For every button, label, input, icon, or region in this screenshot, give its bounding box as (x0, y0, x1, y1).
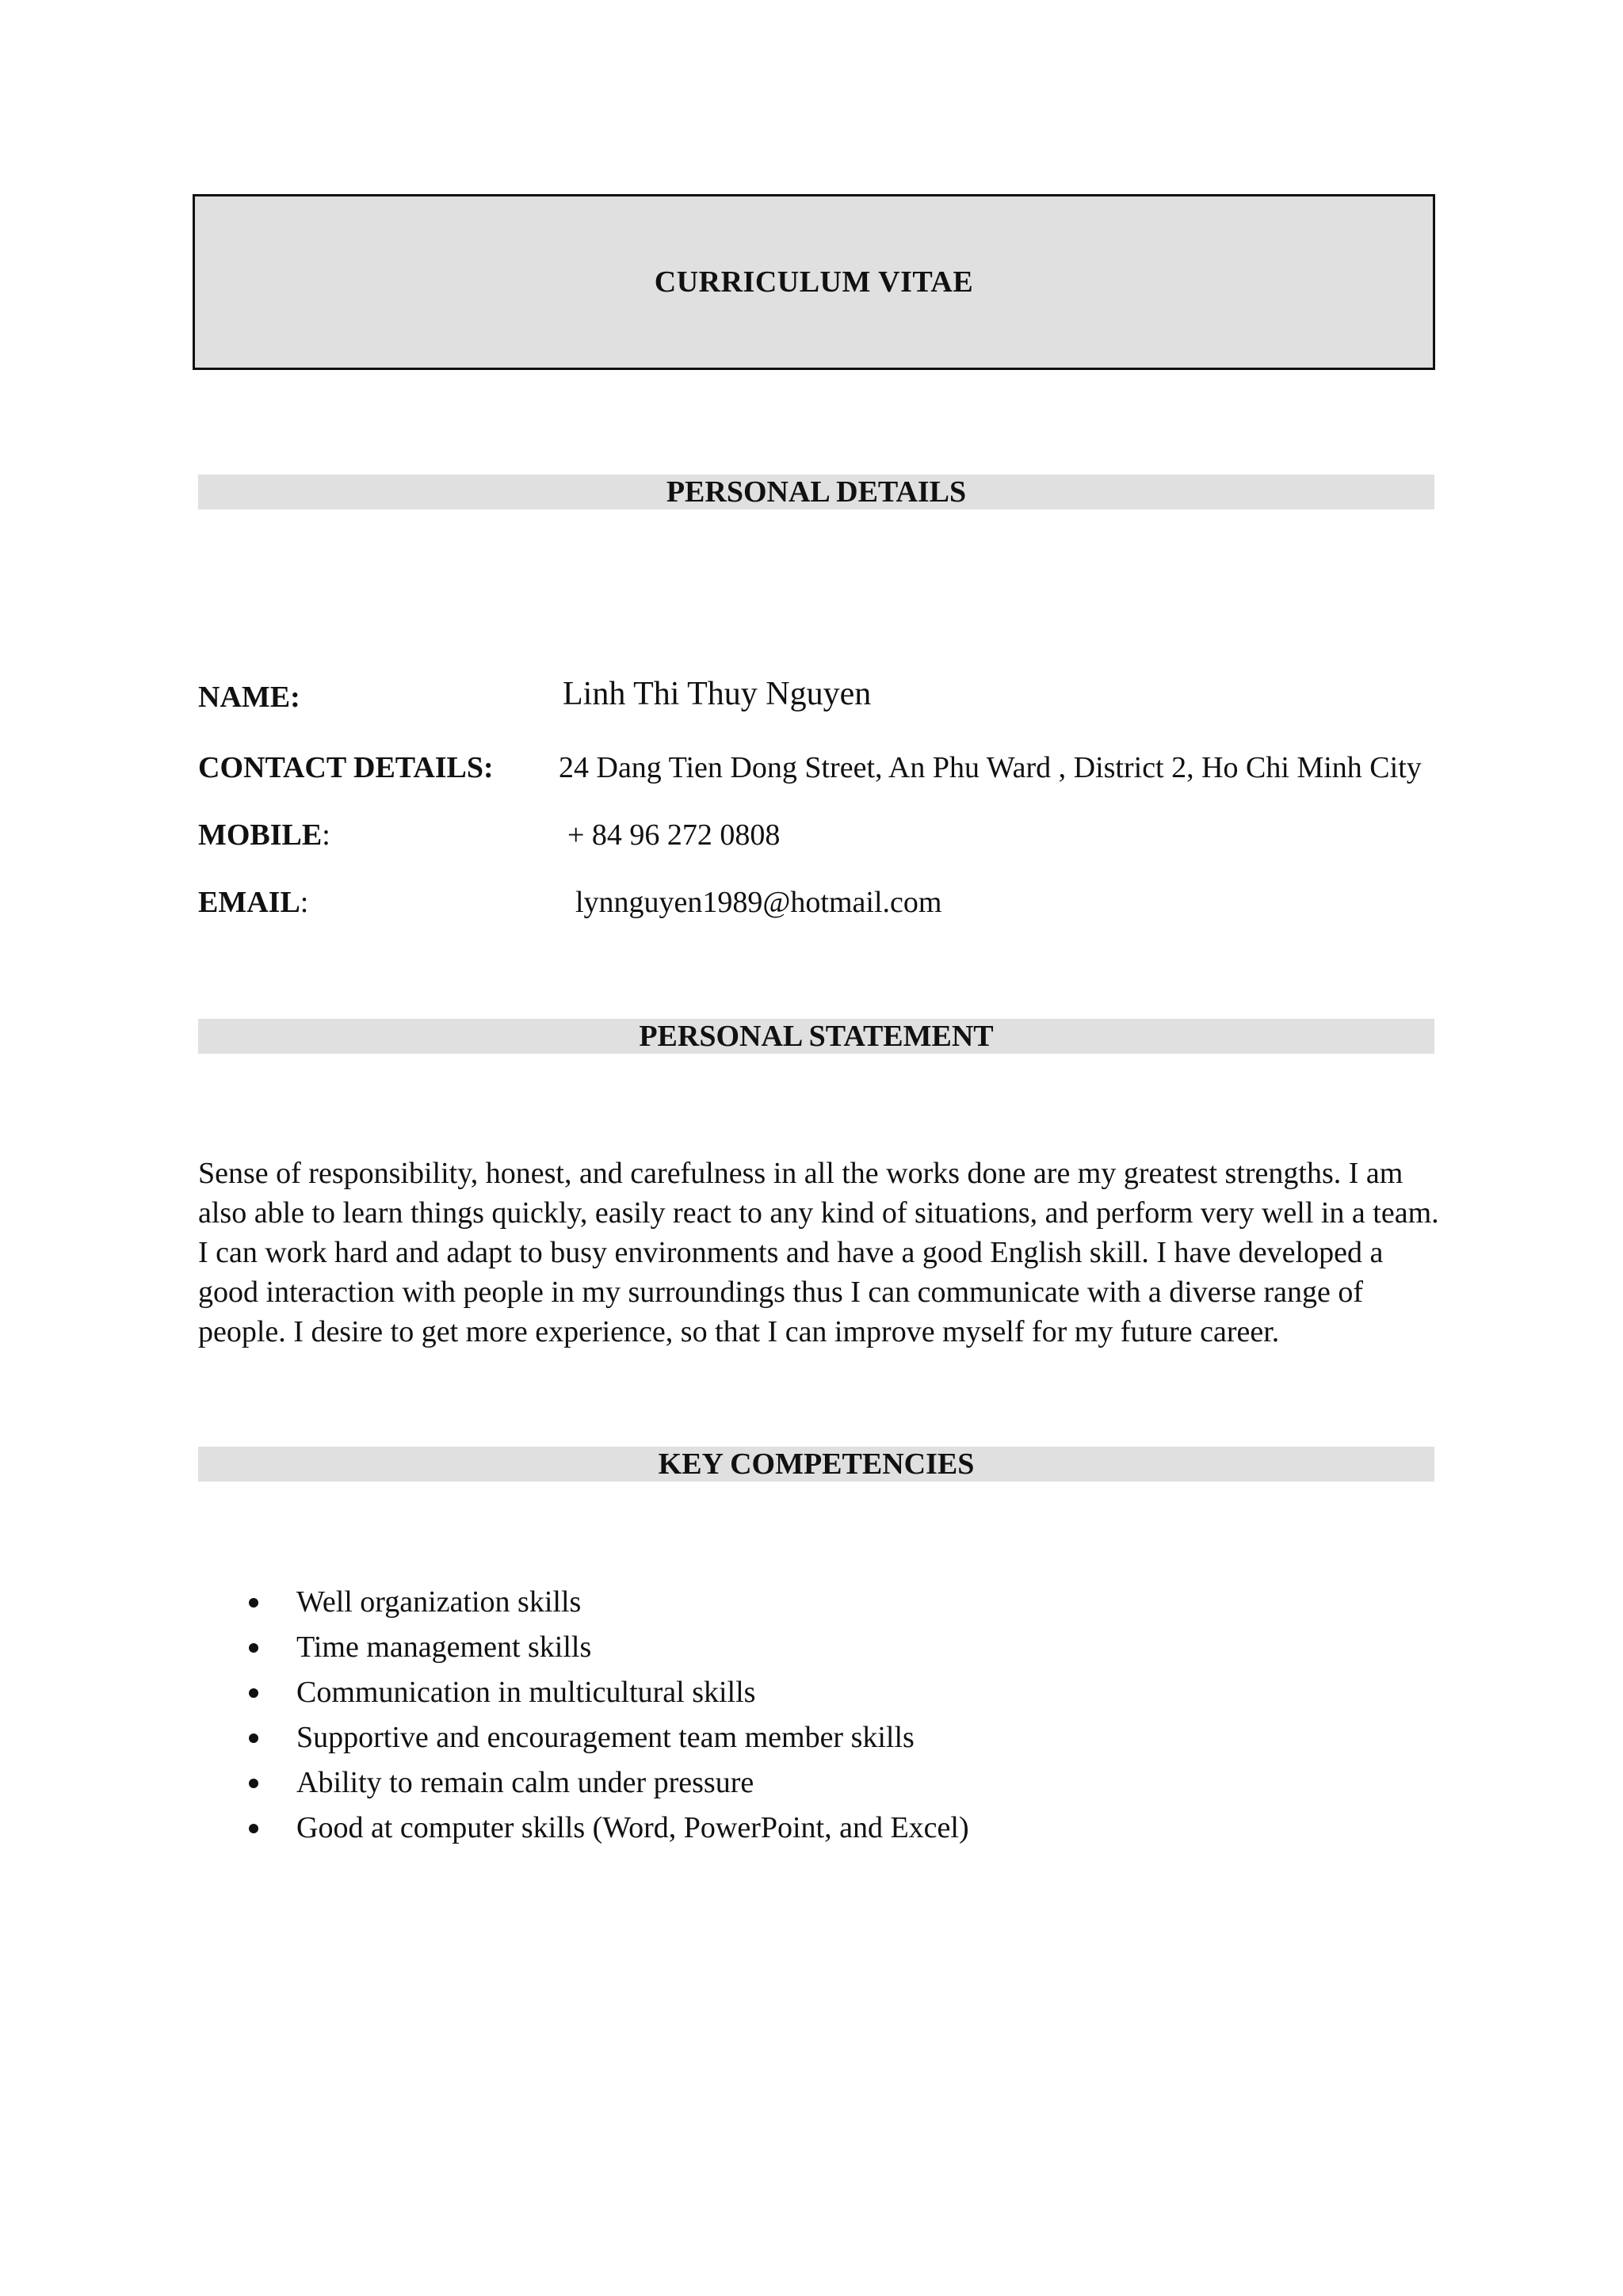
contact-value: 24 Dang Tien Dong Street, An Phu Ward , District 2, Ho Chi Minh City (559, 751, 1422, 784)
email-value: lynnguyen1989@hotmail.com (575, 886, 942, 919)
document-title: CURRICULUM VITAE (654, 265, 974, 299)
name-value: Linh Thi Thuy Nguyen (563, 676, 872, 712)
email-label-colon: : (300, 886, 309, 919)
list-item (238, 1806, 969, 1851)
bullet-icon (249, 1598, 258, 1608)
section-heading-personal-statement: PERSONAL STATEMENT (198, 1019, 1434, 1054)
email-label-text: EMAIL (198, 886, 300, 919)
bullet-icon (249, 1733, 258, 1743)
title-box (193, 194, 1435, 370)
list-item-text: Communication in multicultural skills (296, 1676, 756, 1709)
competencies-list (238, 1580, 969, 1851)
list-item (238, 1580, 969, 1625)
list-item-text: Well organization skills (296, 1585, 582, 1619)
bullet-icon (249, 1688, 258, 1698)
name-label: NAME: (198, 681, 300, 714)
mobile-value: + 84 96 272 0808 (567, 818, 781, 852)
list-item-text: Time management skills (296, 1630, 592, 1664)
mobile-label-text: MOBILE (198, 818, 323, 852)
bullet-icon (249, 1643, 258, 1653)
mobile-label-colon: : (322, 818, 330, 852)
list-item (238, 1625, 969, 1670)
bullet-icon (249, 1824, 258, 1833)
email-label (198, 885, 308, 920)
section-heading-key-competencies: KEY COMPETENCIES (198, 1447, 1434, 1482)
detail-row-contact (198, 750, 1442, 790)
list-item-text: Ability to remain calm under pressure (296, 1766, 754, 1799)
personal-statement-text: Sense of responsibility, honest, and carefulness in all the works done are my greatest strengths. I am also able to learn things quickly, easily react to any kind of situations, and perform very well in a team. I can work hard and adapt to busy environments and have a good English skill. I have developed a good interaction with people in my surroundings thus I can communicate with a diverse range of people. I desire to get more experience, so that I can improve myself for my future career. (198, 1157, 1439, 1348)
mobile-label (198, 818, 330, 852)
contact-label: CONTACT DETAILS: (198, 751, 494, 784)
list-item-text: Good at computer skills (Word, PowerPoint, and Excel) (296, 1811, 969, 1844)
list-item (238, 1670, 969, 1715)
detail-row-mobile (198, 818, 1442, 857)
list-item (238, 1760, 969, 1806)
bullet-icon (249, 1779, 258, 1788)
list-item-text: Supportive and encouragement team member skills (296, 1721, 915, 1754)
section-heading-personal-details: PERSONAL DETAILS (198, 475, 1434, 509)
detail-row-name (198, 676, 1442, 719)
detail-row-email (198, 885, 1442, 925)
list-item (238, 1715, 969, 1760)
